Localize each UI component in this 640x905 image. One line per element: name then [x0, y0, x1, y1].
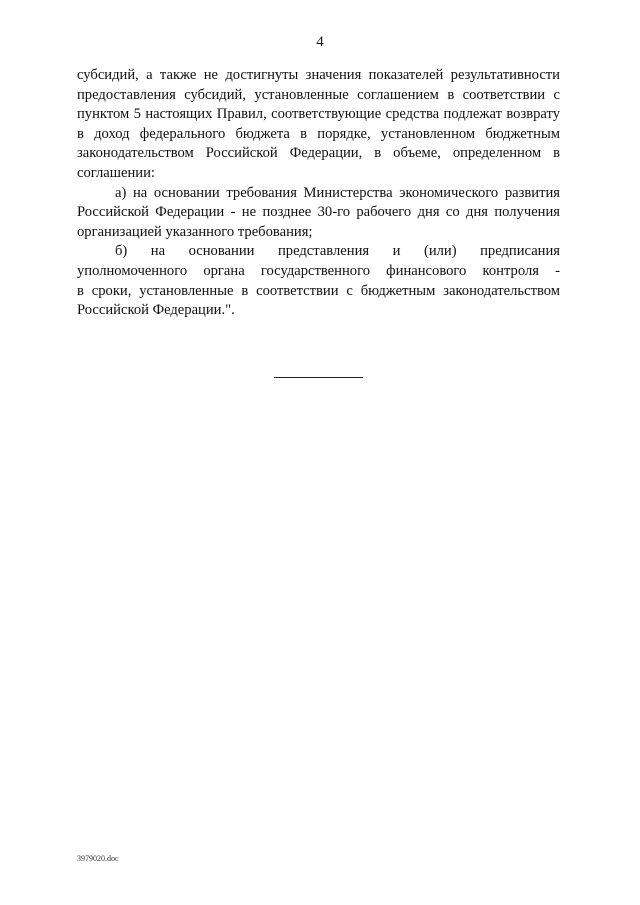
document-id: 3979020.doc [77, 854, 119, 863]
document-body [77, 66, 560, 321]
item-b-line-2: уполномоченного органа государственного финансового контроля - [77, 262, 560, 279]
item-b-rest: в сроки, установленные в соответствии с бюджетным законодательством Российской Федерации.". [77, 282, 560, 319]
paragraph-main: субсидий, а также не достигнуты значения показателей результативности предоставления субсидий, установленные соглашением в соответствии с пунктом 5 настоящих Правил, соответствующие средства подлежат возврату в доход федерального бюджета в порядке, установленном бюджетным законодательством Российской Федерации, в объеме, определенном в соглашении: [77, 67, 560, 181]
item-b-line-1: б) на основании представления и (или) предписания [115, 243, 560, 260]
end-separator-line [274, 377, 363, 378]
page-number: 4 [316, 34, 324, 50]
paragraph-item-a: а) на основании требования Министерства экономического развития Российской Федерации - не позднее 30-го рабочего дня со дня получения организацией указанного требования; [77, 184, 560, 240]
paragraph-item-b [77, 242, 560, 320]
